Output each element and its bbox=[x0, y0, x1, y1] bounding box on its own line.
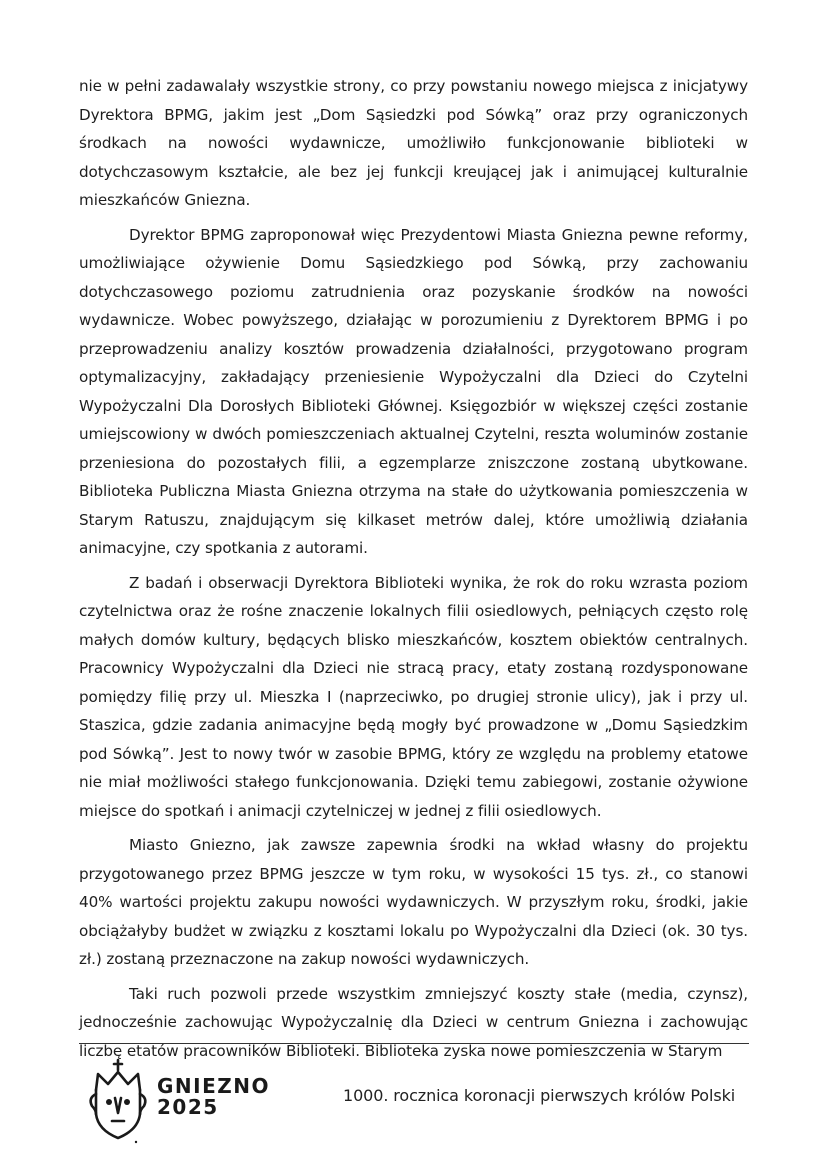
footer-tagline: 1000. rocznica koronacji pierwszych królów Polski bbox=[343, 1086, 736, 1105]
paragraph-research-findings: Z badań i obserwacji Dyrektora Biblioteki wynika, że rok do roku wzrasta poziom czytelnictwa oraz że rośne znaczenie lokalnych filii osiedlowych, pełniących często rolę małych domów kultury, będących blisko mieszkańców, kosztem obiektów centralnych. Pracownicy Wypożyczalni dla Dzieci nie stracą pracy, etaty zostaną rozdysponowane pomiędzy filię przy ul. Mieszka I (naprzeciwko, po drugiej stronie ulicy), jak i przy ul. Staszica, gdzie zadania animacyjne będą mogły być prowadzone w „Domu Sąsiedzkim pod Sówką”. Jest to nowy twór w zasobie BPMG, który ze względu na problemy etatowe nie miał możliwości stałego funkcjonowania. Dzięki temu zabiegowi, zostanie ożywione miejsce do spotkań i animacji czytelniczej w jednej z filii osiedlowych. bbox=[79, 573, 748, 820]
letter-body bbox=[79, 72, 748, 1071]
paragraph-reform-proposal: Dyrektor BPMG zaproponował więc Prezydentowi Miasta Gniezna pewne reformy, umożliwiające ożywienie Domu Sąsiedzkiego pod Sówką, przy zachowaniu dotychczasowego poziomu zatrudnienia oraz pozyskanie środków na nowości wydawnicze. Wobec powyższego, działając w porozumieniu z Dyrektorem BPMG i po przeprowadzeniu analizy kosztów prowadzenia działalności, przygotowano program optymalizacyjny, zakładający przeniesienie Wypożyczalni dla Dzieci do Czytelni Wypożyczalni Dla Dorosłych Biblioteki Głównej. Księgozbiór w większej części zostanie umiejscowiony w dwóch pomieszczeniach aktualnej Czytelni, reszta woluminów zostanie przeniesiona do pozostałych filii, a egzemplarze zniszczone zostaną ubytkowane. Biblioteka Publiczna Miasta Gniezna otrzyma na stałe do użytkowania pomieszczenia w Starym Ratuszu, znajdującym się kilkaset metrów dalej, które umożliwią działania animacyjne, czy spotkania z autorami. bbox=[79, 225, 748, 557]
crown-face-icon bbox=[86, 1058, 150, 1148]
gniezno-2025-wordmark bbox=[157, 1076, 270, 1118]
paragraph-cost-savings: Taki ruch pozwoli przede wszystkim zmniejszyć koszty stałe (media, czynsz), jednocześnie zachowując Wypożyczalnię dla Dzieci w centrum Gniezna i zachowując liczbę etatów pracowników Biblioteki. Biblioteka zyska nowe pomieszczenia w Starym bbox=[79, 984, 748, 1060]
footer-divider bbox=[79, 1043, 749, 1044]
paragraph-funding: Miasto Gniezno, jak zawsze zapewnia środki na wkład własny do projektu przygotowanego przez BPMG jeszcze w tym roku, w wysokości 15 tys. zł., co stanowi 40% wartości projektu zakupu nowości wydawniczych. W przyszłym roku, środki, jakie obciążałyby budżet w związku z kosztami lokalu po Wypożyczalni dla Dzieci (ok. 30 tys. zł.) zostaną przeznaczone na zakup nowości wydawniczych. bbox=[79, 836, 748, 968]
paragraph-continued: nie w pełni zadawalały wszystkie strony, co przy powstaniu nowego miejsca z inicjatywy Dyrektora BPMG, jakim jest „Dom Sąsiedzki pod Sówką” oraz przy ograniczonych środkach na nowości wydawnicze, umożliwiło funkcjonowanie biblioteki w dotychczasowym kształcie, ale bez jej funkcji kreującej jak i animującej kulturalnie mieszkańców Gniezna. bbox=[79, 77, 748, 209]
wordmark-city: GNIEZNO bbox=[157, 1074, 270, 1098]
wordmark-year: 2025 bbox=[157, 1095, 219, 1119]
